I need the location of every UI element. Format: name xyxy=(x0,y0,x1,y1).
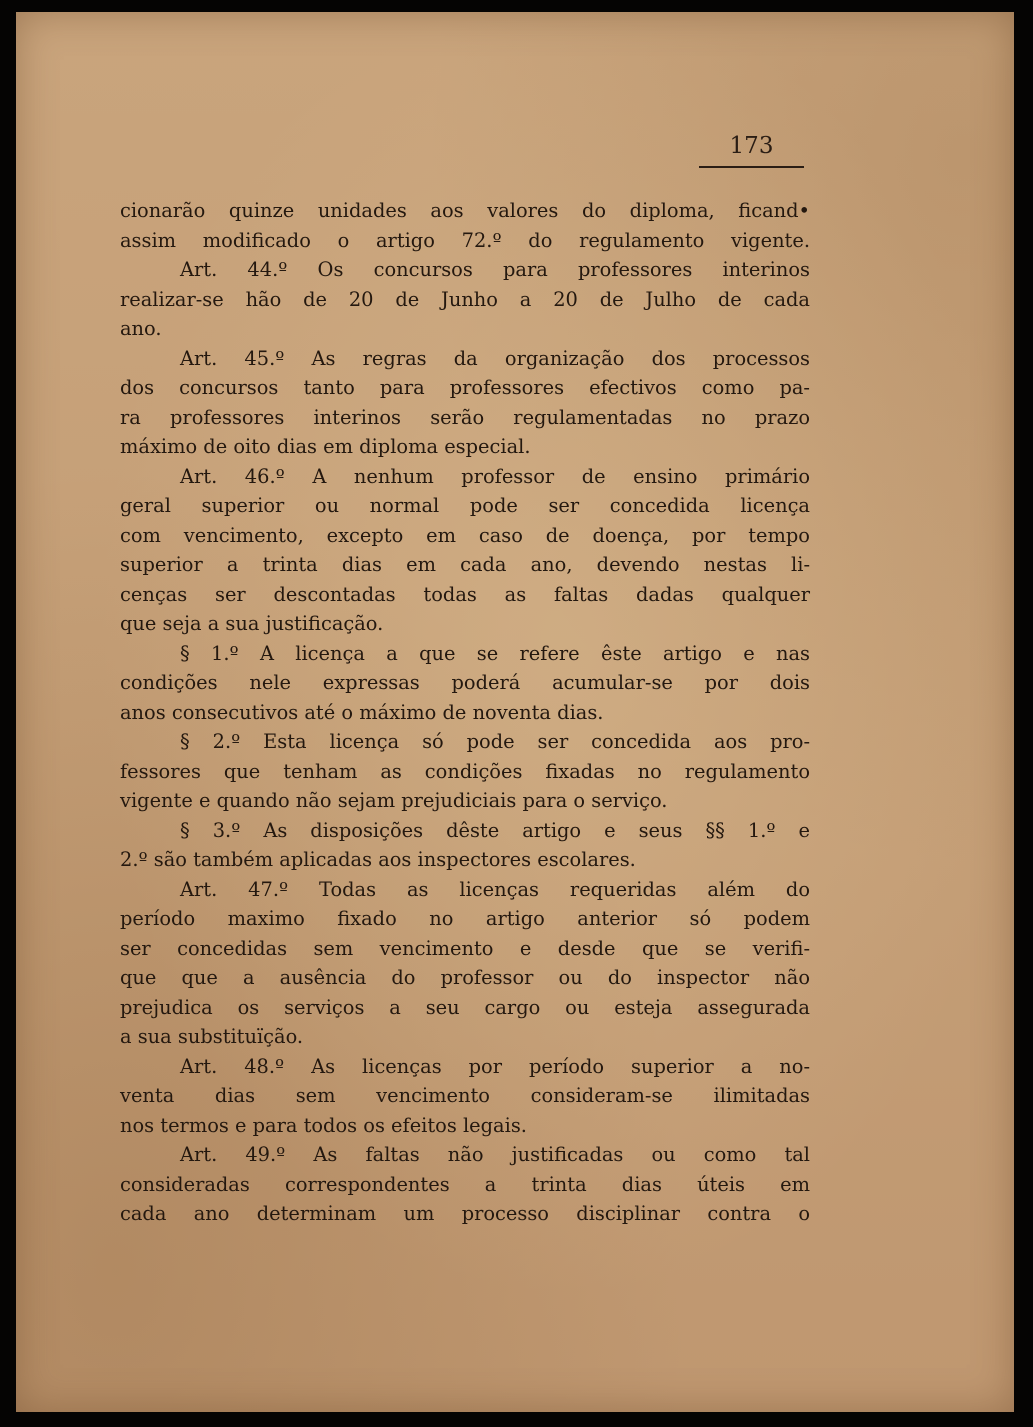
text-line: dos concursos tanto para professores efectivos como pa- xyxy=(120,376,810,399)
text-line: Art. 44.º Os concursos para professores interinos xyxy=(180,258,810,281)
text-line: geral superior ou normal pode ser concedida licença xyxy=(120,494,810,517)
text-line: fessores que tenham as condições fixadas no regulamento xyxy=(120,759,810,783)
text-line: anos consecutivos até o máximo de noventa dias. xyxy=(120,700,604,724)
text-line: realizar-se hão de 20 de Junho a 20 de Julho de cada xyxy=(120,287,810,311)
text-line: que seja a sua justificação. xyxy=(120,612,384,635)
text-line: venta dias sem vencimento consideram-se ilimitadas xyxy=(120,1084,810,1107)
text-line: consideradas correspondentes a trinta dias úteis em xyxy=(120,1172,810,1196)
text-line: § 3.º As disposições dêste artigo e seus §§ 1.º e xyxy=(180,818,810,842)
text-line: prejudica os serviços a seu cargo ou esteja assegurada xyxy=(120,995,810,1019)
text-line: Art. 48.º As licenças por período superior a no- xyxy=(180,1054,810,1078)
text-line: § 2.º Esta licença só pode ser concedida aos pro- xyxy=(180,730,810,753)
text-line: Art. 47.º Todas as licenças requeridas além do xyxy=(180,877,810,901)
text-line: Art. 49.º As faltas não justificadas ou como tal xyxy=(180,1143,810,1166)
text-line: com vencimento, excepto em caso de doença, por tempo xyxy=(120,523,810,547)
text-line: condições nele expressas poderá acumular-se por dois xyxy=(120,671,810,694)
text-line: Art. 45.º As regras da organização dos processos xyxy=(180,346,810,370)
text-line: cionarão quinze unidades aos valores do diploma, ficand• xyxy=(120,199,810,222)
text-line: ano. xyxy=(120,317,162,340)
text-line: assim modificado o artigo 72.º do regulamento vigente. xyxy=(120,228,810,252)
body-text xyxy=(120,196,810,1229)
text-line: Art. 46.º A nenhum professor de ensino primário xyxy=(180,464,810,488)
text-line: cenças ser descontadas todas as faltas dadas qualquer xyxy=(120,582,810,606)
text-line: máximo de oito dias em diploma especial. xyxy=(120,435,531,458)
text-line: nos termos e para todos os efeitos legais. xyxy=(120,1113,527,1137)
text-line: 2.º são também aplicadas aos inspectores escolares. xyxy=(120,848,636,871)
text-line: a sua substituïção. xyxy=(120,1025,304,1048)
text-line: § 1.º A licença a que se refere êste artigo e nas xyxy=(180,641,810,665)
text-line: que que a ausência do professor ou do inspector não xyxy=(120,966,810,989)
page-number: 173 xyxy=(699,132,804,168)
text-line: vigente e quando não sejam prejudiciais para o serviço. xyxy=(120,789,668,812)
document-page xyxy=(16,12,1014,1412)
text-line: período maximo fixado no artigo anterior só podem xyxy=(120,907,810,930)
text-line: ra professores interinos serão regulamentadas no prazo xyxy=(120,405,810,429)
text-line: superior a trinta dias em cada ano, devendo nestas li- xyxy=(120,553,810,576)
text-line: cada ano determinam um processo disciplinar contra o xyxy=(120,1202,810,1225)
text-line: ser concedidas sem vencimento e desde que se verifi- xyxy=(120,936,810,960)
